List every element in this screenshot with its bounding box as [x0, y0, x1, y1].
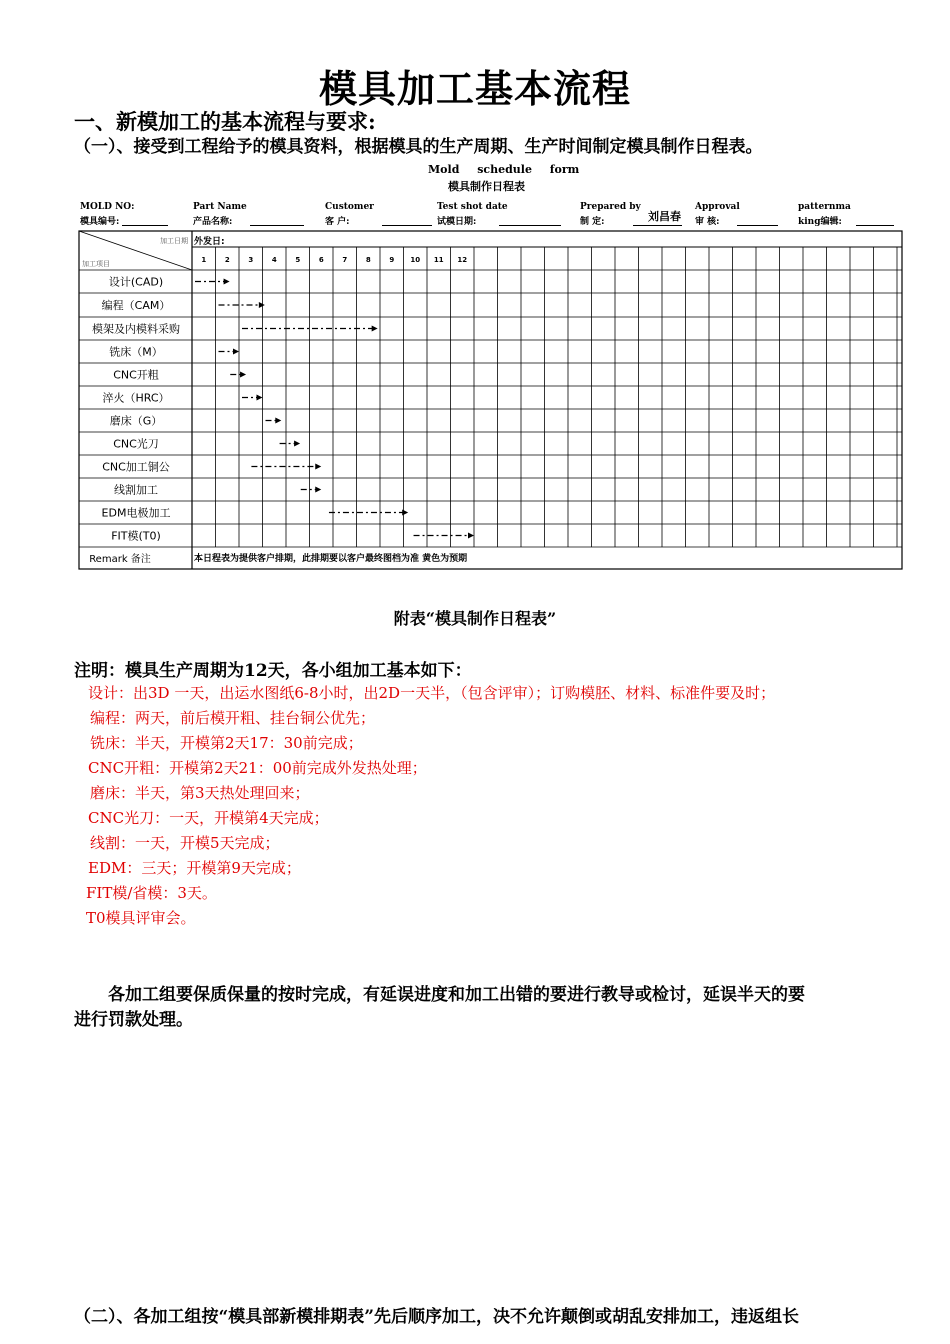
day-number: 1 — [201, 256, 207, 264]
field-label-en: Customer — [325, 202, 374, 212]
header-label: 外发日: — [194, 237, 225, 247]
row-label: 设计(CAD) — [108, 275, 164, 289]
table-caption: 附表“模具制作日程表” — [393, 609, 557, 628]
document-title: 模具加工基本流程 — [318, 67, 631, 111]
remark-text: 本日程表为提供客户排期，此排期要以客户最终图档为准 黄色为预期 — [194, 554, 468, 564]
schedule-arrow — [315, 464, 321, 470]
schedule-arrow — [372, 326, 378, 332]
schedule-arrow — [294, 441, 300, 447]
field-label-en: Part Name — [193, 202, 247, 212]
note-line: 线割：一天，开模5天完成； — [90, 834, 280, 852]
field-label-cn: king编辑: — [798, 217, 842, 227]
row-label: CNC开粗 — [113, 368, 159, 382]
section1-subheading: （一）、接受到工程给予的模具资料，根据模具的生产周期、生产时间制定模具制作日程表。 — [74, 137, 763, 157]
day-number: 2 — [224, 256, 230, 264]
form-title-cn: 模具制作日程表 — [448, 180, 525, 193]
field-label-cn: 试模日期: — [437, 217, 477, 227]
note-line: CNC光刀：一天，开模第4天完成； — [88, 809, 329, 827]
day-number: 8 — [365, 256, 371, 264]
note-heading: 注明：模具生产周期为12天，各小组加工基本如下： — [74, 661, 472, 681]
day-number: 4 — [271, 256, 277, 264]
row-label: FIT模(T0) — [111, 529, 161, 543]
form-title-en: Mold schedule form — [428, 163, 580, 176]
paragraph-line-1: 各加工组要保质保量的按时完成，有延误进度和加工出错的要进行教导或检讨，延误半天的要 — [108, 985, 805, 1005]
note-line: 铣床：半天，开模第2天17：30前完成； — [90, 734, 363, 752]
row-label: 模架及内模料采购 — [92, 322, 180, 336]
field-label-en: Prepared by — [580, 202, 641, 212]
row-label: CNC光刀 — [113, 437, 159, 451]
schedule-arrow — [259, 302, 265, 308]
day-number: 10 — [410, 256, 421, 264]
schedule-arrow — [233, 349, 239, 355]
field-label-en: patternma — [798, 202, 851, 212]
field-label-cn: 审 核: — [695, 217, 720, 227]
note-line: EDM：三天；开模第9天完成； — [88, 859, 301, 877]
schedule-arrow — [468, 533, 474, 539]
row-label: EDM电极加工 — [101, 506, 171, 520]
day-number: 5 — [295, 256, 301, 264]
day-number: 3 — [248, 256, 254, 264]
field-label-cn: 制 定: — [580, 217, 605, 227]
row-label: 铣床（M） — [109, 345, 163, 359]
paragraph-line-2: 进行罚款处理。 — [74, 1010, 193, 1030]
field-label-cn: 产品名称: — [193, 217, 233, 227]
row-label: 磨床（G） — [109, 414, 163, 428]
schedule-arrow — [257, 395, 263, 401]
schedule-arrow — [315, 487, 321, 493]
note-line: FIT模/省模：3天。 — [86, 884, 217, 902]
table-border — [79, 231, 902, 569]
schedule-arrow — [224, 279, 230, 285]
row-label: 编程（CAM） — [101, 299, 171, 312]
note-line: 编程：两天，前后模开粗、挂台铜公优先； — [90, 709, 376, 727]
day-number: 6 — [318, 256, 324, 264]
schedule-table — [0, 0, 950, 600]
schedule-arrow — [240, 372, 246, 378]
section1-heading: 一、新模加工的基本流程与要求: — [74, 109, 376, 134]
note-line: 设计：出3D 一天，出运水图纸6-8小时，出2D一天半，（包含评审）；订购模胚、材料、标准件要及时； — [88, 684, 776, 702]
note-line: 磨床：半天，第3天热处理回来； — [90, 784, 310, 802]
field-label-cn: 客 户: — [325, 217, 350, 227]
field-label-cn: 模具编号: — [80, 217, 120, 227]
row-label: 线割加工 — [114, 483, 158, 497]
row-label: CNC加工铜公 — [102, 460, 170, 474]
row-label: 淬火（HRC） — [102, 391, 170, 405]
field-label-en: Test shot date — [437, 202, 508, 212]
day-number: 9 — [389, 256, 395, 264]
day-number: 7 — [342, 256, 348, 264]
day-number: 11 — [433, 256, 444, 264]
note-line: CNC开粗：开模第2天21：00前完成外发热处理； — [88, 759, 427, 777]
day-number: 12 — [457, 256, 468, 264]
remark-label: Remark 备注 — [89, 554, 151, 565]
note-line: T0模具评审会。 — [86, 909, 196, 927]
field-label-en: Approval — [695, 202, 740, 212]
footer-text: （二）、各加工组按“模具部新模排期表”先后顺序加工，决不允许颠倒或胡乱安排加工，违返组长 — [74, 1307, 800, 1327]
schedule-arrow — [402, 510, 408, 516]
corner-bottom-label: 加工项目 — [82, 260, 110, 268]
field-label-en: MOLD NO: — [80, 202, 135, 212]
corner-top-label: 加工日期 — [160, 237, 188, 245]
field-value: 刘昌春 — [648, 210, 681, 223]
schedule-arrow — [275, 418, 281, 424]
